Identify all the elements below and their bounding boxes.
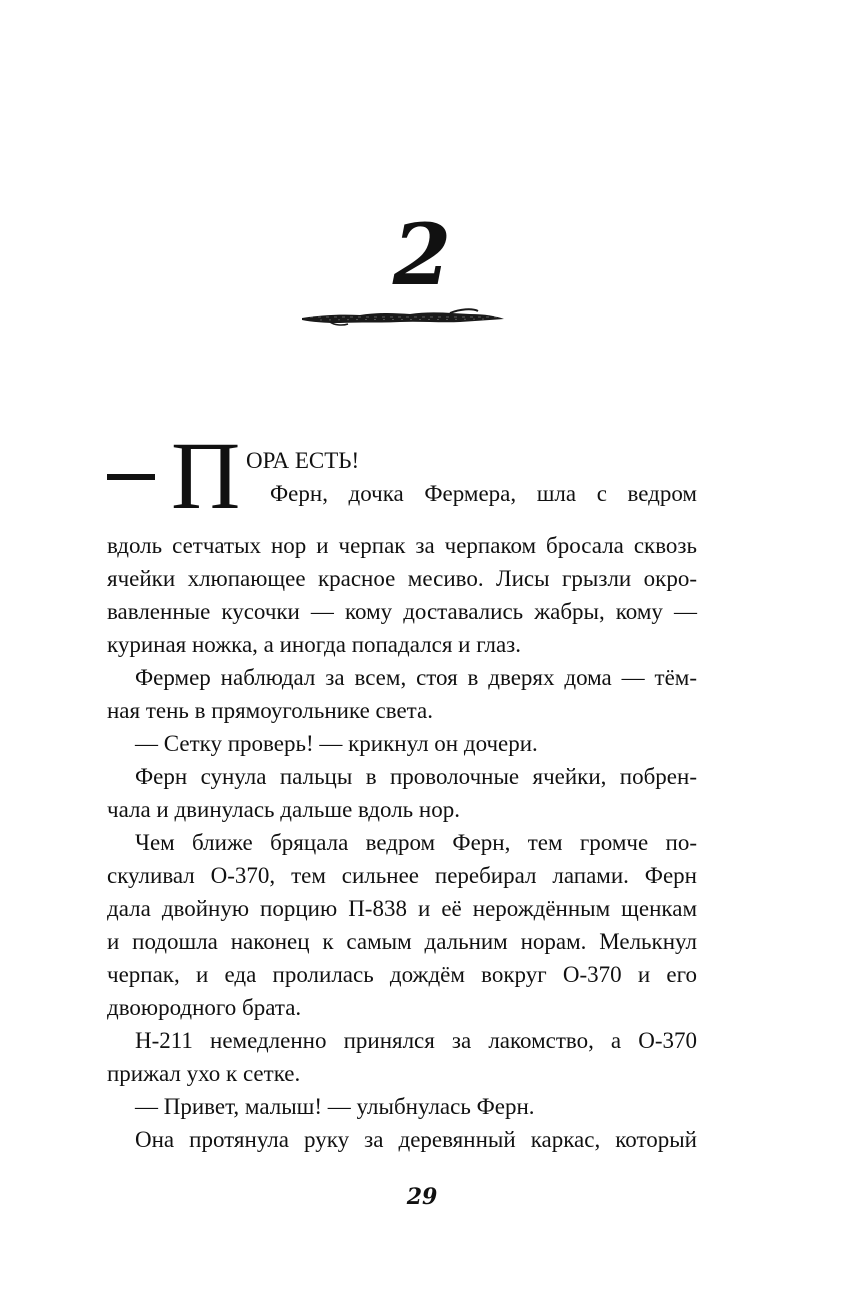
text-line: вдоль сетчатых нор и черпак за черпаком бросала сквозь	[107, 533, 697, 558]
paragraph	[107, 826, 697, 1024]
text-line: дала двойную порцию П-838 и её нерождённым щенкам	[107, 896, 697, 921]
text-line: — Сетку проверь! — крикнул он дочери.	[135, 731, 538, 756]
text-line: Чем ближе бряцала ведром Ферн, тем громче по-	[135, 830, 697, 855]
paragraph	[107, 529, 697, 661]
paragraph	[107, 727, 697, 760]
page-number: 29	[406, 1184, 438, 1210]
paragraph	[107, 760, 697, 826]
paragraph	[107, 1024, 697, 1090]
text-line: и подошла наконец к самым дальним норам. Мелькнул	[107, 929, 697, 954]
text-line: прижал ухо к сетке.	[107, 1061, 301, 1086]
text-line: вавленные кусочки — кому доставались жабры, кому —	[107, 599, 697, 624]
paragraph	[107, 1123, 697, 1156]
paragraph	[107, 1090, 697, 1123]
body-text	[107, 422, 697, 1156]
text-line: Фермер наблюдал за всем, стоя в дверях дома — тём-	[135, 665, 697, 690]
text-line: ячейки хлюпающее красное месиво. Лисы грызли окро-	[107, 566, 697, 591]
opening-line-2: Ферн, дочка Фермера, шла с ведром	[270, 481, 697, 506]
chapter-number: 2	[392, 205, 452, 304]
opening-dash	[107, 474, 155, 480]
opening-line-1: ОРА ЕСТЬ!	[246, 448, 360, 473]
text-line: Н-211 немедленно принялся за лакомство, а О-370	[135, 1028, 697, 1053]
text-line: куриная ножка, а иногда попадался и глаз.	[107, 632, 521, 657]
text-line: скуливал О-370, тем сильнее перебирал лапами. Ферн	[107, 863, 697, 888]
text-line: Ферн сунула пальцы в проволочные ячейки, побрен-	[135, 764, 697, 789]
text-line: — Привет, малыш! — улыбнулась Ферн.	[135, 1094, 535, 1119]
text-line: двоюродного брата.	[107, 995, 302, 1020]
text-line: черпак, и еда пролилась дождём вокруг О-370 и его	[107, 962, 697, 987]
paragraph	[107, 661, 697, 727]
brush-stroke-divider-icon	[300, 306, 506, 328]
text-line: ная тень в прямоугольнике света.	[107, 698, 433, 723]
drop-cap: П	[171, 422, 239, 529]
text-line: чала и двинулась дальше вдоль нор.	[107, 797, 460, 822]
opening-paragraph	[107, 422, 697, 529]
text-line: Она протянула руку за деревянный каркас, который	[135, 1127, 697, 1152]
